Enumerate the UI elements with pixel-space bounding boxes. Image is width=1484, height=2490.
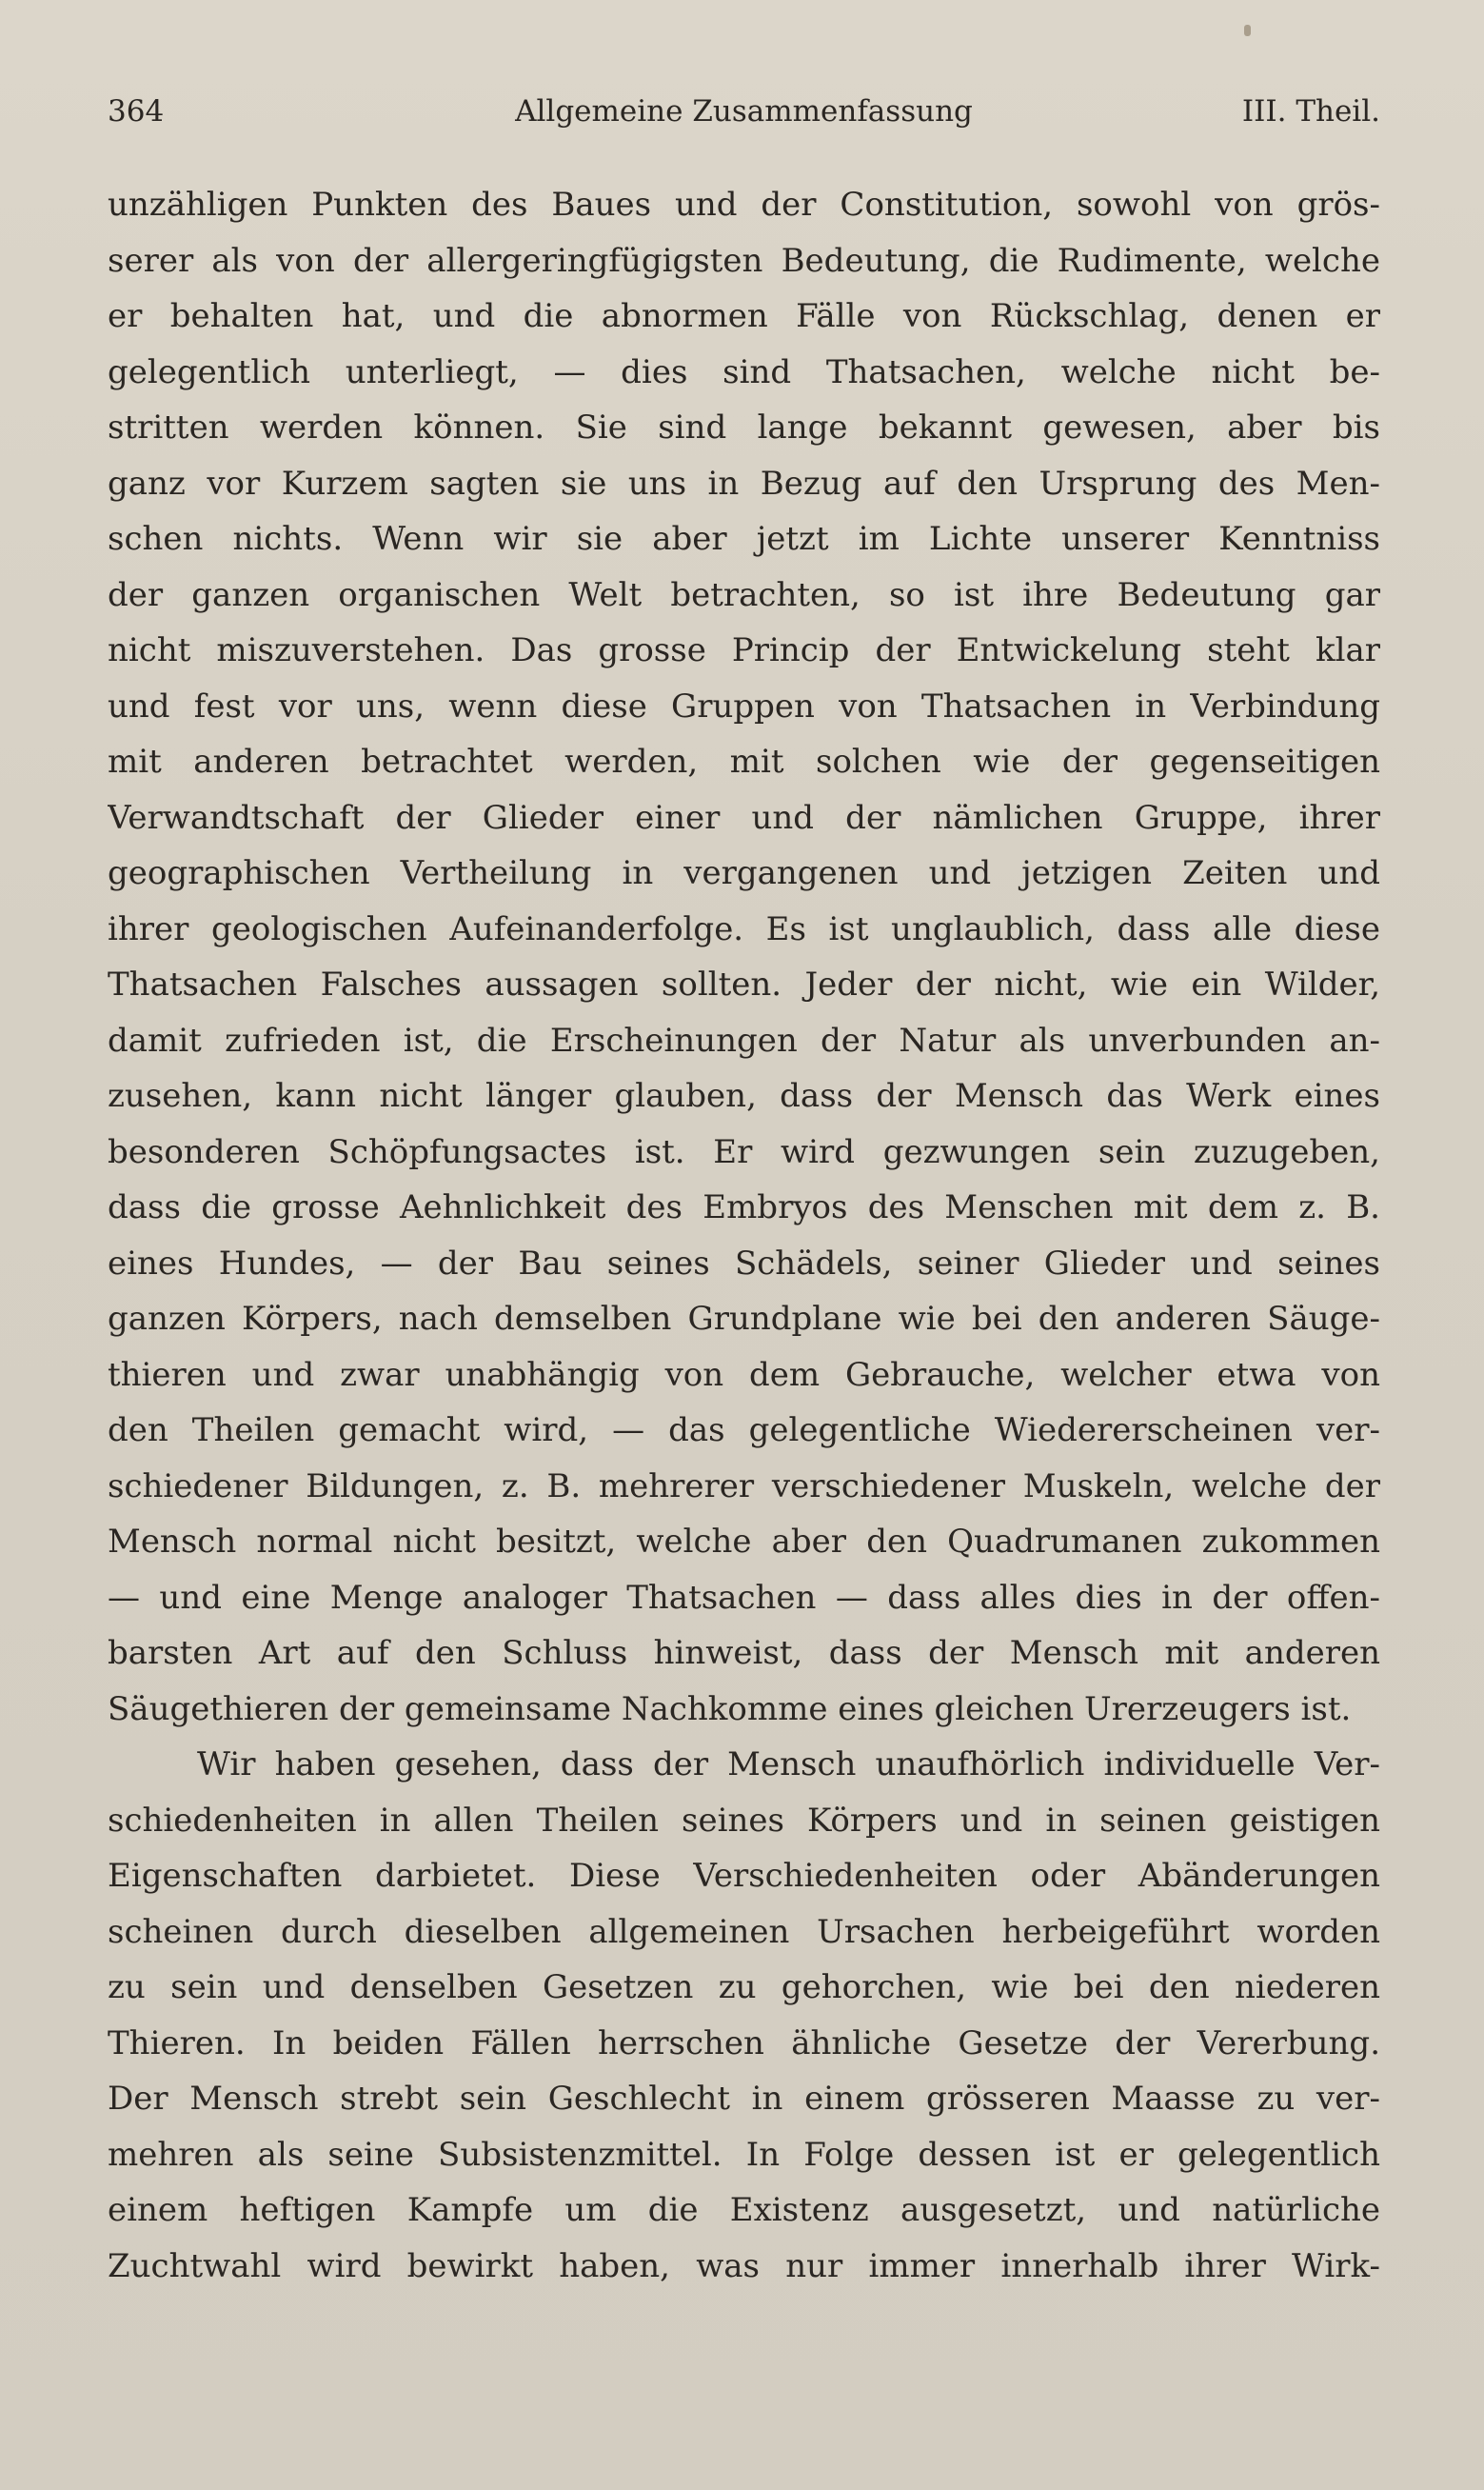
text-line: Thatsachen Falsches aussagen sollten. Jeder der nicht, wie ein Wilder, xyxy=(108,966,1380,1004)
text-line: stritten werden können. Sie sind lange bekannt gewesen, aber bis xyxy=(108,408,1380,447)
text-line: barsten Art auf den Schluss hinweist, dass der Mensch mit anderen xyxy=(108,1634,1380,1672)
text-line: thieren und zwar unabhängig von dem Gebrauche, welcher etwa von xyxy=(108,1355,1380,1394)
text-line: damit zufrieden ist, die Erscheinungen der Natur als unverbunden an- xyxy=(108,1021,1380,1060)
text-line: scheinen durch dieselben allgemeinen Ursachen herbeigeführt worden xyxy=(108,1912,1380,1951)
text-line: besonderen Schöpfungsactes ist. Er wird gezwungen sein zuzugeben, xyxy=(108,1132,1380,1171)
text-line: einem heftigen Kampfe um die Existenz ausgesetzt, und natürliche xyxy=(108,2191,1380,2229)
text-line: Verwandtschaft der Glieder einer und der nämlichen Gruppe, ihrer xyxy=(108,798,1380,837)
body-text xyxy=(108,177,1380,2294)
text-line: unzähligen Punkten des Baues und der Constitution, sowohl von grös- xyxy=(108,186,1380,224)
page-number: 364 xyxy=(108,94,165,129)
text-line: Säugethieren der gemeinsame Nachkomme eines gleichen Urerzeugers ist. xyxy=(108,1689,1352,1728)
text-line: Eigenschaften darbietet. Diese Verschiedenheiten oder Abänderungen xyxy=(108,1857,1380,1895)
text-line: Der Mensch strebt sein Geschlecht in einem grösseren Maasse zu ver- xyxy=(108,2080,1380,2118)
text-line: geographischen Vertheilung in vergangenen und jetzigen Zeiten und xyxy=(108,854,1380,892)
text-line: Mensch normal nicht besitzt, welche aber den Quadrumanen zukommen xyxy=(108,1523,1380,1561)
paragraph-1 xyxy=(108,177,1380,1737)
running-header xyxy=(108,88,1380,135)
text-line: mit anderen betrachtet werden, mit solchen wie der gegenseitigen xyxy=(108,743,1380,781)
running-title: Allgemeine Zusammenfassung xyxy=(515,94,973,129)
text-line: zu sein und denselben Gesetzen zu gehorchen, wie bei den niederen xyxy=(108,1968,1380,2006)
text-line: dass die grosse Aehnlichkeit des Embryos des Menschen mit dem z. B. xyxy=(108,1188,1380,1226)
text-line: ihrer geologischen Aufeinanderfolge. Es ist unglaublich, dass alle diese xyxy=(108,909,1380,948)
text-line: gelegentlich unterliegt, — dies sind Thatsachen, welche nicht be- xyxy=(108,352,1380,391)
text-line: der ganzen organischen Welt betrachten, so ist ihre Bedeutung gar xyxy=(108,575,1380,614)
text-line: mehren als seine Subsistenzmittel. In Folge dessen ist er gelegentlich xyxy=(108,2135,1380,2174)
page-blemish xyxy=(1244,25,1251,36)
text-line: serer als von der allergeringfügigsten Bedeutung, die Rudimente, welche xyxy=(108,241,1380,280)
text-line: ganzen Körpers, nach demselben Grundplane wie bei den anderen Säuge- xyxy=(108,1300,1380,1338)
text-line: Zuchtwahl wird bewirkt haben, was nur immer innerhalb ihrer Wirk- xyxy=(108,2246,1380,2285)
text-line: zusehen, kann nicht länger glauben, dass der Mensch das Werk eines xyxy=(108,1077,1380,1115)
text-line: er behalten hat, und die abnormen Fälle von Rückschlag, denen er xyxy=(108,297,1380,335)
part-label: III. Theil. xyxy=(1241,94,1380,129)
text-line: und fest vor uns, wenn diese Gruppen von Thatsachen in Verbindung xyxy=(108,687,1380,726)
text-line: den Theilen gemacht wird, — das gelegentliche Wiedererscheinen ver- xyxy=(108,1411,1380,1449)
text-line: — und eine Menge analoger Thatsachen — dass alles dies in der offen- xyxy=(108,1578,1380,1617)
text-line: schiedenheiten in allen Theilen seines Körpers und in seinen geistigen xyxy=(108,1801,1380,1840)
text-line: Wir haben gesehen, dass der Mensch unaufhörlich individuelle Ver- xyxy=(197,1745,1380,1783)
text-line: ganz vor Kurzem sagten sie uns in Bezug auf den Ursprung des Men- xyxy=(108,464,1380,503)
text-line: Thieren. In beiden Fällen herrschen ähnliche Gesetze der Vererbung. xyxy=(108,2023,1380,2062)
paragraph-2 xyxy=(108,1737,1380,2294)
text-line: schen nichts. Wenn wir sie aber jetzt im Lichte unserer Kenntniss xyxy=(108,520,1380,558)
text-line: schiedener Bildungen, z. B. mehrerer verschiedener Muskeln, welche der xyxy=(108,1466,1380,1505)
text-line: eines Hundes, — der Bau seines Schädels, seiner Glieder und seines xyxy=(108,1244,1380,1283)
text-line: nicht miszuverstehen. Das grosse Princip der Entwickelung steht klar xyxy=(108,631,1380,669)
